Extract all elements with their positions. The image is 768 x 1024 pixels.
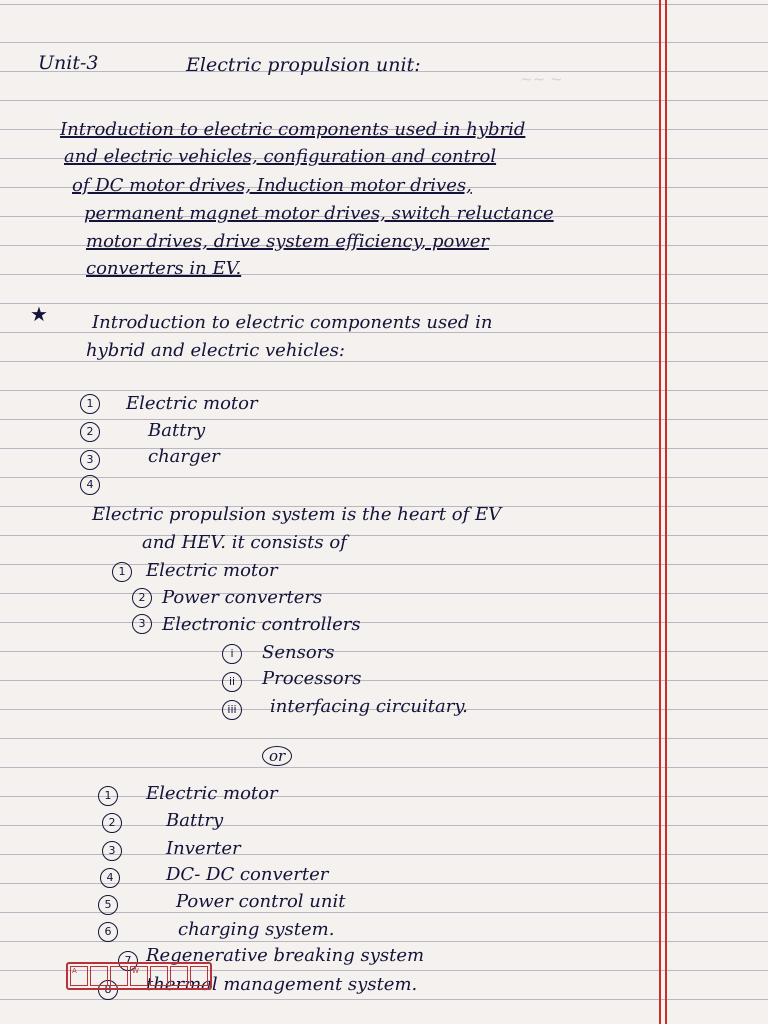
sub-item-1: Sensors: [262, 642, 335, 663]
list3-num-3: 3: [102, 841, 122, 861]
list1-num-2: 2: [80, 422, 100, 442]
sub-item-3: interfacing circuitary.: [270, 696, 468, 717]
sub-num-3: iii: [222, 700, 242, 720]
list3-item-7: Regenerative breaking system: [146, 945, 425, 966]
logo-cell-1: A: [70, 966, 88, 986]
logo-cell-7: [190, 966, 208, 986]
bleed-through: ~~ ~: [520, 70, 563, 88]
list3-num-1: 1: [98, 786, 118, 806]
list2-item-2: Power converters: [162, 587, 323, 608]
intro-line-2: and electric vehicles, configuration and control: [64, 146, 497, 167]
list1-item-2: Battry: [148, 420, 206, 441]
intro-line-3: of DC motor drives, Induction motor drives,: [72, 175, 472, 196]
list3-item-6: charging system.: [178, 919, 335, 940]
logo-cell-3: [110, 966, 128, 986]
list3-item-5: Power control unit: [176, 891, 346, 912]
list2-item-3: Electronic controllers: [162, 614, 361, 635]
list1-num-1: 1: [80, 394, 100, 414]
list3-item-8: thermal management system.: [146, 974, 418, 995]
section-heading-line-1: Introduction to electric components used in: [92, 312, 493, 333]
list3-num-2: 2: [102, 813, 122, 833]
list1-num-4: 4: [80, 475, 100, 495]
intro-line-6: converters in EV.: [86, 258, 242, 279]
sub-item-2: Processors: [262, 668, 362, 689]
intro-line-5: motor drives, drive system efficiency, power: [86, 231, 490, 252]
list2-num-2: 2: [132, 588, 152, 608]
list1-num-3: 3: [80, 450, 100, 470]
or-label: or: [262, 746, 292, 766]
list3-item-1: Electric motor: [146, 783, 278, 804]
unit-label: Unit-3: [38, 52, 99, 74]
margin-line-2: [665, 0, 667, 1024]
list2-num-3: 3: [132, 614, 152, 634]
intro-line-1: Introduction to electric components used in hybrid: [60, 119, 526, 140]
star-icon: ★: [30, 302, 48, 326]
sub-num-1: i: [222, 644, 242, 664]
list1-item-3: charger: [148, 446, 220, 467]
propulsion-line-1: Electric propulsion system is the heart of EV: [92, 504, 502, 525]
notebook-brand-logo: [66, 962, 212, 990]
list3-num-7: 7: [118, 951, 138, 971]
section-heading-line-2: hybrid and electric vehicles:: [86, 340, 345, 361]
logo-cell-2: [90, 966, 108, 986]
list3-item-4: DC- DC converter: [166, 864, 329, 885]
list3-item-3: Inverter: [166, 838, 241, 859]
logo-cell-6: [170, 966, 188, 986]
propulsion-line-2: and HEV. it consists of: [142, 532, 347, 553]
sub-num-2: ii: [222, 672, 242, 692]
page-title: Electric propulsion unit:: [186, 54, 421, 76]
list2-num-1: 1: [112, 562, 132, 582]
list3-num-4: 4: [100, 868, 120, 888]
list1-item-1: Electric motor: [126, 393, 258, 414]
intro-line-4: permanent magnet motor drives, switch reluctance: [84, 203, 554, 224]
list3-num-5: 5: [98, 895, 118, 915]
logo-cell-4: W: [130, 966, 148, 986]
margin-line-1: [659, 0, 661, 1024]
list3-num-6: 6: [98, 922, 118, 942]
logo-cell-5: [150, 966, 168, 986]
list2-item-1: Electric motor: [146, 560, 278, 581]
list3-item-2: Battry: [166, 810, 224, 831]
list3-num-8: 8: [98, 980, 118, 1000]
